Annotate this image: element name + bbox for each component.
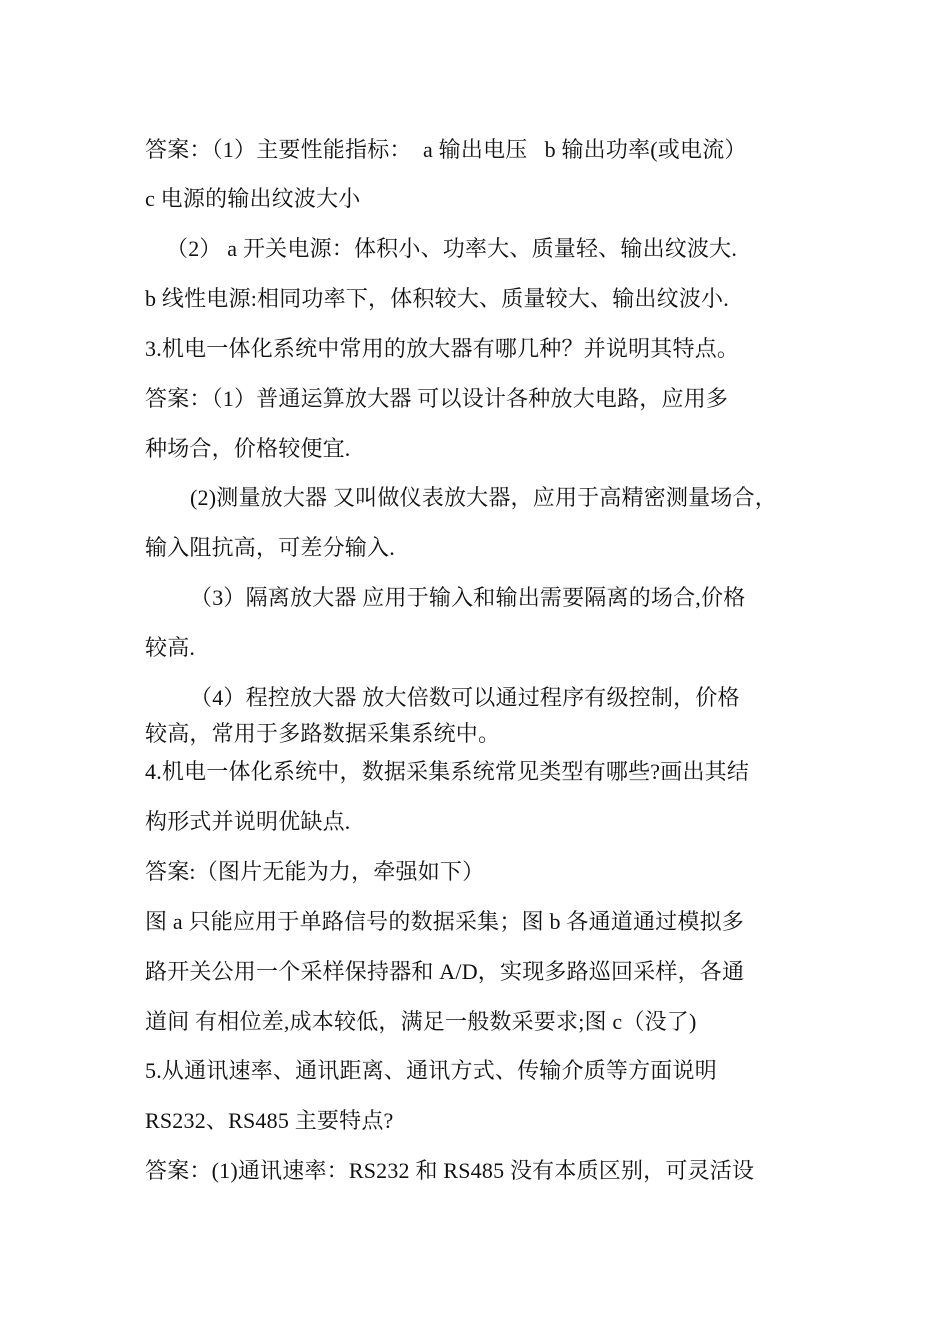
answer-2-line-4: b 线性电源:相同功率下，体积较大、质量较大、输出纹波小. <box>145 286 729 311</box>
answer-3-line-8: 较高，常用于多路数据采集系统中。 <box>145 721 501 746</box>
answer-5-line-1: 答案：(1)通讯速率：RS232 和 RS485 没有本质区别，可灵活设 <box>145 1158 755 1183</box>
answer-3-line-5: （3）隔离放大器 应用于输入和输出需要隔离的场合,价格 <box>190 585 746 610</box>
answer-3-line-2: 种场合，价格较便宜. <box>145 436 351 461</box>
answer-2-line-3: （2） a 开关电源：体积小、功率大、质量轻、输出纹波大. <box>166 236 738 261</box>
question-5-line-1: 5.从通讯速率、通讯距离、通讯方式、传输介质等方面说明 <box>145 1058 717 1083</box>
question-4-line-1: 4.机电一体化系统中，数据采集系统常见类型有哪些?画出其结 <box>145 759 750 784</box>
question-4-line-2: 构形式并说明优缺点. <box>145 809 351 834</box>
answer-3-line-1: 答案：（1）普通运算放大器 可以设计各种放大电路，应用多 <box>145 386 729 411</box>
answer-4-line-3: 路开关公用一个采样保持器和 A/D，实现多路巡回采样，各通 <box>145 959 745 984</box>
answer-3-line-3: (2)测量放大器 又叫做仪表放大器，应用于高精密测量场合， <box>190 485 777 510</box>
answer-2-line-2: c 电源的输出纹波大小 <box>145 186 361 211</box>
answer-3-line-4: 输入阻抗高，可差分输入. <box>145 535 395 560</box>
answer-3-line-6: 较高. <box>145 635 196 660</box>
answer-4-line-1: 答案:（图片无能为力，牵强如下） <box>145 859 485 884</box>
question-5-line-2: RS232、RS485 主要特点? <box>145 1108 394 1133</box>
answer-4-line-2: 图 a 只能应用于单路信号的数据采集；图 b 各通道通过模拟多 <box>145 909 744 934</box>
answer-2-line-1: 答案：（1）主要性能指标： a 输出电压 b 输出功率(或电流） <box>145 137 747 162</box>
answer-4-line-4: 道间 有相位差,成本较低，满足一般数采要求;图 c（没了) <box>145 1009 697 1034</box>
question-3-line-1: 3.机电一体化系统中常用的放大器有哪几种？并说明其特点。 <box>145 336 740 361</box>
answer-3-line-7: （4）程控放大器 放大倍数可以通过程序有级控制，价格 <box>190 685 740 710</box>
